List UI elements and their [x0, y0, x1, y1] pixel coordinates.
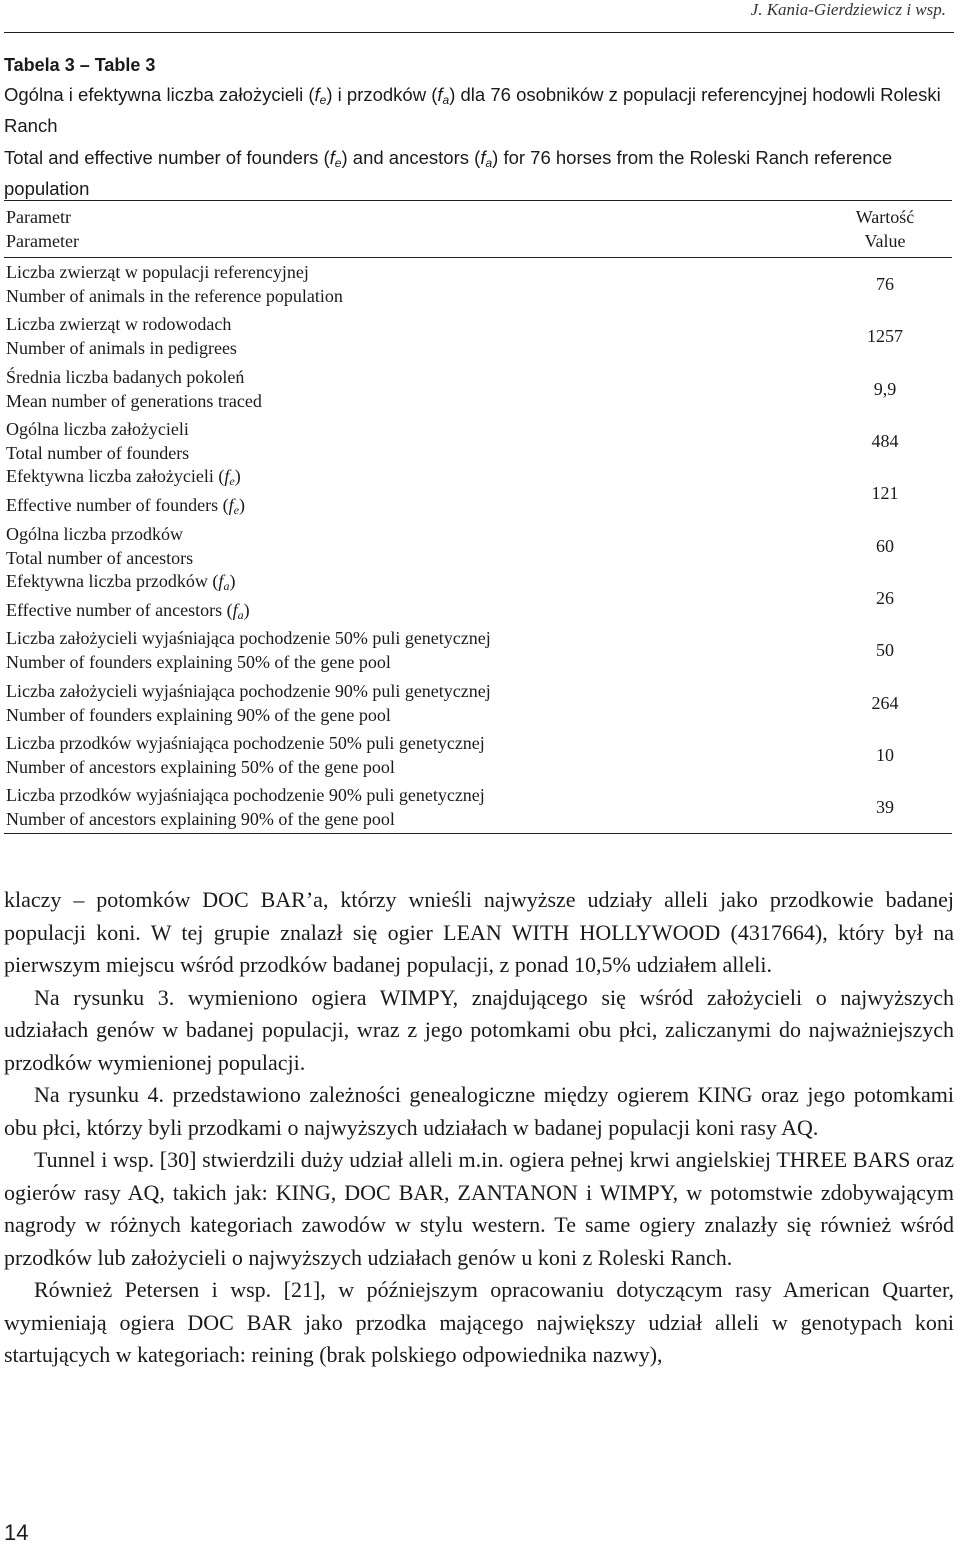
row-label [6, 783, 840, 831]
table-header [4, 201, 952, 257]
row-label [6, 569, 840, 627]
row-label-en: Total number of ancestors [6, 547, 194, 568]
row-label-pl: Średnia liczba badanych pokoleń [6, 366, 245, 387]
symbol-f: f [218, 570, 224, 591]
table-row [4, 572, 952, 624]
row-label-pl: Liczba zwierząt w populacji referencyjnej [6, 262, 309, 283]
paragraph: Tunnel i wsp. [30] stwierdzili duży udział alleli m.in. ogiera pełnej krwi angielskiej THREE BARS oraz ogierów rasy AQ, takich jak: KING, DOC BAR, ZANTANON i WIMPY, w potomstwie zdobywającym nagrody w różnych kategoriach zawodów w stylu western. Te same ogiery znalazły się również wśród przodków lub założycieli o najwyższych udziałach genów u koni z Roleski Ranch. [4, 1147, 954, 1270]
table-row [4, 676, 952, 728]
subscript-a: a [237, 607, 244, 622]
caption-text: Total and effective number of founders ( [4, 147, 330, 168]
row-label [6, 464, 840, 522]
row-label-en: Number of animals in pedigrees [6, 338, 237, 359]
row-value: 60 [876, 535, 894, 556]
subscript-e: e [334, 156, 342, 170]
results-table [4, 200, 952, 834]
row-value: 1257 [867, 326, 903, 347]
row-label [6, 731, 840, 779]
header-parameter-pl: Parametr [6, 207, 71, 227]
table-row [4, 729, 952, 781]
table-bottom-rule [4, 833, 952, 834]
row-label-pl: Liczba założycieli wyjaśniająca pochodzenie 90% puli genetycznej [6, 680, 491, 701]
header-rule [4, 32, 954, 33]
table-caption [4, 52, 950, 202]
row-label-en: Mean number of generations traced [6, 390, 262, 411]
caption-text: ) i przodków ( [326, 84, 438, 105]
row-value: 26 [876, 587, 894, 608]
symbol-f: f [437, 84, 443, 105]
row-label-en: Effective number of ancestors $(f_a)$ [6, 599, 250, 622]
subscript-a: a [223, 578, 230, 593]
caption-text: ) and ancestors ( [341, 147, 481, 168]
page-number: 14 [4, 1520, 29, 1545]
row-label-text: Effective number of ancestors ( [6, 599, 233, 620]
row-label [6, 365, 840, 413]
header-parameter [6, 205, 79, 253]
row-label [6, 312, 840, 360]
paragraph: Na rysunku 4. przedstawiono zależności genealogiczne między ogierem KING oraz jego potomkami obu płci, którzy byli przodkami o najwyższych udziałach w badanej populacji koni rasy AQ. [4, 1082, 954, 1140]
table-row [4, 258, 952, 310]
header-value-en: Value [864, 231, 906, 251]
caption-text: ) dla 76 osobników z populacji referencyjnej hodowli Roleski Ranch [4, 84, 941, 136]
row-label-text: Effective number of founders ( [6, 495, 229, 516]
row-label [6, 260, 840, 308]
row-value: 76 [876, 274, 894, 295]
caption-text: ) for 76 horses from the Roleski Ranch reference population [4, 147, 893, 199]
row-label-en: Total number of founders [6, 443, 190, 464]
header-parameter-en: Parameter [6, 231, 79, 251]
table-row [4, 467, 952, 519]
page [4, 0, 954, 1548]
row-label [6, 679, 840, 727]
subscript-e: e [233, 503, 239, 518]
subscript-e: e [229, 474, 235, 489]
row-value: 264 [871, 692, 899, 713]
row-label-en: Effective number of founders $(f_e)$ [6, 495, 245, 518]
table-number: Tabela 3 – Table 3 [4, 55, 156, 75]
row-label-text: Efektywna liczba założycieli ( [6, 466, 225, 487]
row-value: 50 [876, 640, 894, 661]
header-value [840, 205, 930, 253]
subscript-a: a [485, 156, 493, 170]
row-label-pl: Efektywna liczba przodków $(f_a)$ [6, 570, 236, 593]
running-head: J. Kania-Gierdziewicz i wsp. [750, 0, 946, 19]
row-value: 9,9 [873, 378, 897, 399]
row-label-pl: Liczba zwierząt w rodowodach [6, 314, 232, 335]
caption-english [4, 145, 950, 202]
header-value-pl: Wartość [855, 207, 915, 227]
table-row [4, 363, 952, 415]
row-label [6, 417, 840, 465]
symbol-f: f [228, 495, 234, 516]
symbol-f: f [224, 466, 230, 487]
row-label-pl: Ogólna liczba założycieli [6, 419, 189, 440]
table-row [4, 624, 952, 676]
row-value: 121 [871, 483, 899, 504]
paragraph: klaczy – potomków DOC BAR’a, którzy wnieśli najwyższe udziały alleli jako przodkowie badanej populacji koni. W tej grupie znalazł się ogier LEAN WITH HOLLYWOOD (4317664), który był na pierwszym miejscu wśród przodków badanej populacji, z ponad 10,5% udziałem alleli. [4, 887, 954, 977]
symbol-f: f [329, 147, 335, 168]
row-label-en: Number of animals in the reference population [6, 286, 343, 307]
row-value: 39 [876, 797, 894, 818]
row-label-en: Number of founders explaining 50% of the gene pool [6, 652, 391, 673]
row-label-pl: Ogólna liczba przodków [6, 523, 183, 544]
symbol-f: f [480, 147, 486, 168]
table-row [4, 519, 952, 571]
row-label [6, 626, 840, 674]
row-label [6, 522, 840, 570]
table-row [4, 415, 952, 467]
body-text [4, 884, 954, 1372]
row-label-text: Efektywna liczba przodków ( [6, 570, 219, 591]
row-label-pl: Efektywna liczba założycieli $(f_e)$ [6, 466, 241, 489]
paragraph: Na rysunku 3. wymieniono ogiera WIMPY, znajdującego się wśród założycieli o najwyższych udziałach genów w badanej populacji, wraz z jego potomkami obu płci, zaliczanymi do najważniejszych przodków wymienionej populacji. [4, 984, 954, 1075]
row-label-pl: Liczba przodków wyjaśniająca pochodzenie 50% puli genetycznej [6, 732, 485, 753]
row-label-en: Number of ancestors explaining 90% of the gene pool [6, 809, 395, 830]
symbol-f: f [314, 84, 320, 105]
row-label-pl: Liczba przodków wyjaśniająca pochodzenie 90% puli genetycznej [6, 785, 485, 806]
row-label-en: Number of ancestors explaining 50% of the gene pool [6, 756, 395, 777]
row-label-pl: Liczba założycieli wyjaśniająca pochodzenie 50% puli genetycznej [6, 628, 491, 649]
subscript-e: e [319, 93, 327, 107]
subscript-a: a [442, 93, 450, 107]
table-row [4, 310, 952, 362]
row-label-en: Number of founders explaining 90% of the gene pool [6, 704, 391, 725]
table-row [4, 781, 952, 833]
caption-polish [4, 82, 950, 139]
row-value: 10 [876, 744, 894, 765]
row-value: 484 [871, 431, 899, 452]
caption-text: Ogólna i efektywna liczba założycieli ( [4, 84, 315, 105]
paragraph: Również Petersen i wsp. [21], w późniejszym opracowaniu dotyczącym rasy American Quarter, wymieniają ogiera DOC BAR jako przodka mającego największy udział alleli w genotypach koni startujących w kategoriach: reining (brak polskiego odpowiednika nazwy), [4, 1277, 954, 1367]
symbol-f: f [232, 599, 238, 620]
